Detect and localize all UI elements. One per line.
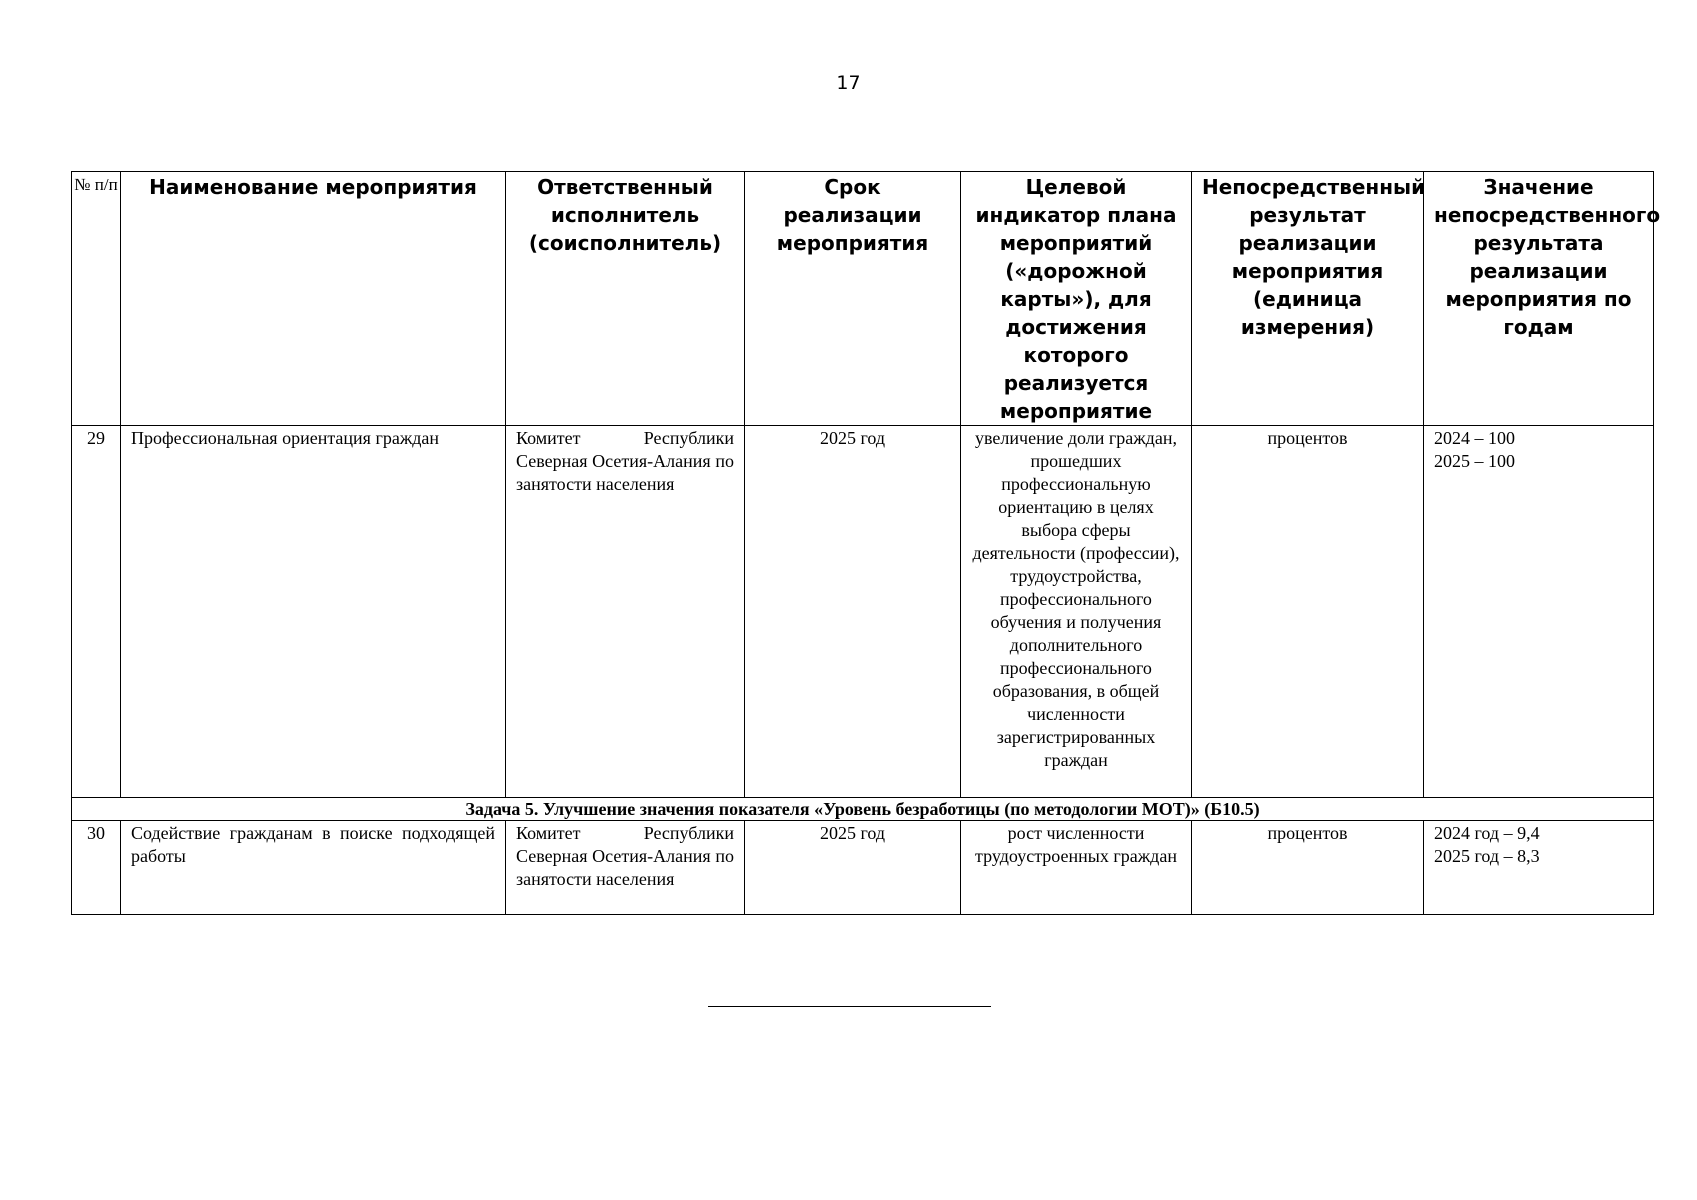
target-indicator: рост численности трудоустроенных граждан [961,821,1192,915]
value-line: 2024 год – 9,4 [1434,823,1540,843]
term: 2025 год [745,821,961,915]
activity-name: Содействие гражданам в поиске подходящей работы [121,821,506,915]
result-unit: процентов [1192,821,1424,915]
value-line: 2025 год – 8,3 [1434,846,1540,866]
target-indicator: увеличение доли граждан, прошедших профессиональную ориентацию в целях выбора сферы деятельности (профессии), трудоустройства, профессионального обучения и получения дополнительного профессионального образования, в общей численности зарегистрированных граждан [961,426,1192,798]
activity-name: Профессиональная ориентация граждан [121,426,506,798]
result-unit: процентов [1192,426,1424,798]
table-row [72,426,1654,798]
header-value: Значение непосредственного результата реализации мероприятия по годам [1424,172,1654,426]
closing-divider [708,1006,991,1007]
header-indicator: Целевой индикатор плана мероприятий («дорожной карты»), для достижения которого реализуется мероприятие [961,172,1192,426]
table-row [72,821,1654,915]
row-number: 29 [72,426,121,798]
task-heading-row [72,798,1654,821]
executor: Комитет Республики Северная Осетия-Алания по занятости населения [506,821,745,915]
value-line: 2025 – 100 [1434,451,1515,471]
value-line: 2024 – 100 [1434,428,1515,448]
row-number: 30 [72,821,121,915]
table-header-row [72,172,1654,426]
header-num: № п/п [72,172,121,426]
task-heading: Задача 5. Улучшение значения показателя «Уровень безработицы (по методологии МОТ)» (Б10.5) [72,798,1654,821]
header-result: Непосредственный результат реализации мероприятия (единица измерения) [1192,172,1424,426]
values-by-year [1424,426,1654,798]
activities-table [71,171,1661,915]
header-executor: Ответственный исполнитель (соисполнитель) [506,172,745,426]
header-term: Срок реализации мероприятия [745,172,961,426]
header-name: Наименование мероприятия [121,172,506,426]
executor: Комитет Республики Северная Осетия-Алания по занятости населения [506,426,745,798]
values-by-year [1424,821,1654,915]
term: 2025 год [745,426,961,798]
page-number: 17 [836,72,861,94]
